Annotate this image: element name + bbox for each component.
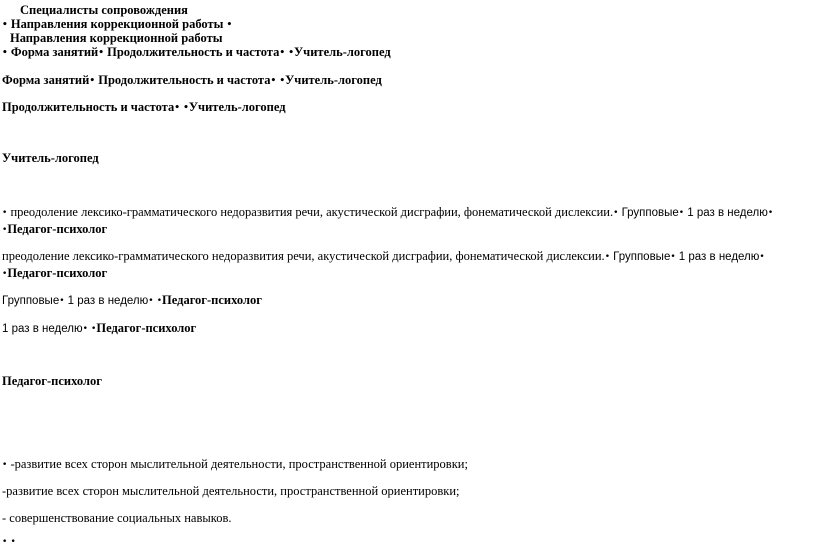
- psych-title: Педагог-психолог: [2, 374, 102, 388]
- duration-line: Продолжительность и частота• •Учитель-логопед: [2, 100, 286, 114]
- bullet-icon: •: [2, 208, 8, 218]
- frequency-line: 1 раз в неделю• •Педагог-психолог: [2, 321, 197, 335]
- psych-item-bulleted: • -развитие всех сторон мыслительной деятельности, пространственной ориентировки;: [2, 457, 468, 471]
- bullet-icon: •: [767, 208, 774, 218]
- form-line-2: Форма занятий• Продолжительность и частота• •Учитель-логопед: [2, 73, 382, 87]
- bullet-icon: •: [678, 208, 685, 218]
- bullet-icon: •: [226, 20, 233, 30]
- directions-line: • Направления коррекционной работы •: [2, 17, 233, 31]
- bullet-icon: •: [279, 76, 286, 86]
- bullet-icon: •: [670, 252, 676, 262]
- bullet-icon: •: [10, 537, 16, 547]
- bullet-icon: •: [2, 269, 8, 279]
- bullet-icon: •: [174, 103, 180, 113]
- bullet-icon: •: [759, 252, 765, 262]
- bullet-icon: •: [270, 76, 277, 86]
- bullet-icon: •: [183, 103, 189, 113]
- bullet-icon: •: [98, 48, 104, 58]
- psych-item-2: - совершенствование социальных навыков.: [2, 511, 232, 525]
- bullet-icon: •: [2, 225, 8, 235]
- page-heading: Специалисты сопровождения: [20, 3, 188, 17]
- psych-item-1: -развитие всех сторон мыслительной деятельности, пространственной ориентировки;: [2, 484, 460, 498]
- bullet-icon: •: [2, 460, 8, 470]
- logoped-paragraph-2: преодоление лексико-грамматического недоразвития речи, акустической дисграфии, фонематической дислексии.• Групповые• 1 раз в неделю• •Педагог-психолог: [2, 249, 765, 280]
- trailing-bullets: [2, 534, 16, 550]
- bullet-icon: •: [279, 48, 286, 58]
- bullet-icon: •: [91, 324, 97, 334]
- bullet-icon: •: [89, 76, 96, 86]
- bullet-icon: •: [148, 296, 154, 306]
- bullet-icon: •: [613, 208, 619, 218]
- bullet-icon: •: [156, 296, 163, 306]
- logoped-paragraph-1: • преодоление лексико-грамматического недоразвития речи, акустической дисграфии, фонематической дислексии.• Групповые• 1 раз в неделю• •Педагог-психолог: [2, 205, 774, 236]
- group-line: Групповые• 1 раз в неделю• •Педагог-психолог: [2, 293, 262, 307]
- logoped-title: Учитель-логопед: [2, 151, 99, 165]
- bullet-icon: •: [604, 252, 610, 262]
- form-line-1: • Форма занятий• Продолжительность и частота• •Учитель-логопед: [2, 45, 391, 59]
- bullet-icon: •: [2, 20, 8, 30]
- directions-line-indented: Направления коррекционной работы: [10, 31, 223, 45]
- bullet-icon: •: [2, 537, 8, 547]
- bullet-icon: •: [2, 48, 8, 58]
- bullet-icon: •: [82, 324, 88, 334]
- bullet-icon: •: [59, 296, 65, 306]
- bullet-icon: •: [288, 48, 294, 58]
